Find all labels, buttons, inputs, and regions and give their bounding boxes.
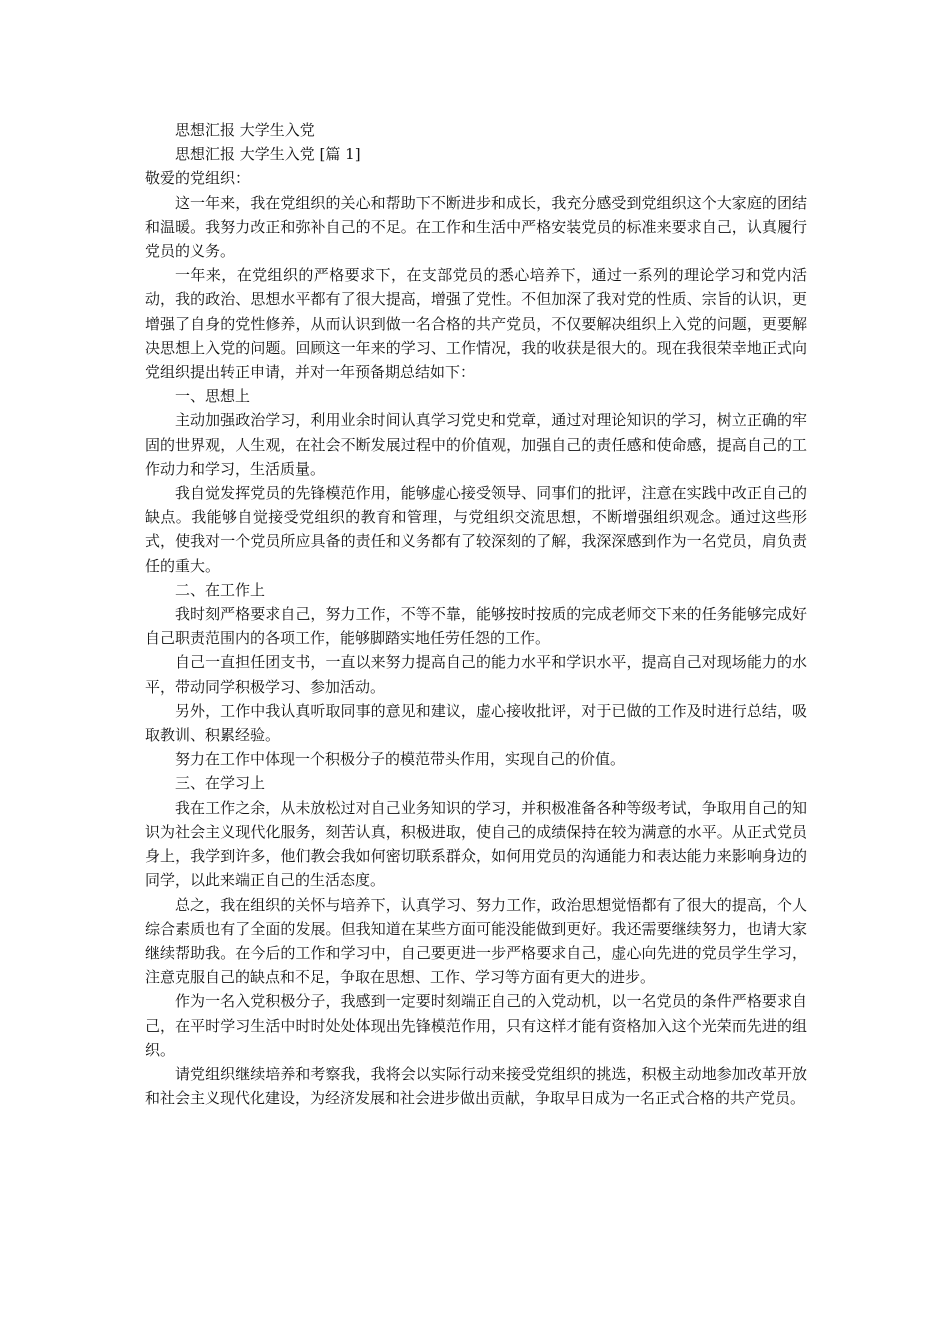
- section-heading-thought: 一、思想上: [175, 387, 251, 406]
- paragraph: 总之，我在组织的关怀与培养下，认真学习、努力工作，政治思想觉悟都有了很大的提高，个人综合素质也有了全面的发展。但我知道在某些方面可能没能做到更好。我还需要继续努力，也请大家继续帮助我。在今后的工作和学习中，自己要更进一步严格要求自己，虚心向先进的党员学生学习，注意克服自己的缺点和不足，争取在思想、工作、学习等方面有更大的进步。: [145, 895, 807, 987]
- paragraph: 我自觉发挥党员的先锋模范作用，能够虚心接受领导、同事们的批评，注意在实践中改正自己的缺点。我能够自觉接受党组织的教育和管理，与党组织交流思想，不断增强组织观念。通过这些形式，使我对一个党员所应具备的责任和义务都有了较深刻的了解，我深深感到作为一名党员，肩负责任的重大。: [145, 484, 807, 575]
- paragraph: 作为一名入党积极分子，我感到一定要时刻端正自己的入党动机，以一名党员的条件严格要求自己，在平时学习生活中时时处处体现出先锋模范作用，只有这样才能有资格加入这个光荣而先进的组织。: [145, 992, 807, 1059]
- paragraph: 请党组织继续培养和考察我，我将会以实际行动来接受党组织的挑选，积极主动地参加改革开放和社会主义现代化建设，为经济发展和社会进步做出贡献，争取早日成为一名正式合格的共产党员。: [145, 1064, 807, 1108]
- greeting: 敬爱的党组织：: [145, 169, 251, 188]
- doc-title: 思想汇报 大学生入党: [175, 121, 315, 139]
- paragraph: 我时刻严格要求自己，努力工作，不等不靠，能够按时按质的完成老师交下来的任务能够完成好自己职责范围内的各项工作，能够脚踏实地任劳任怨的工作。: [145, 605, 807, 648]
- paragraph: 主动加强政治学习，利用业余时间认真学习党史和党章，通过对理论知识的学习，树立正确的牢固的世界观，人生观，在社会不断发展过程中的价值观，加强自己的责任感和使命感，提高自己的工作动力和学习，生活质量。: [145, 411, 807, 478]
- paragraph: 这一年来，我在党组织的关心和帮助下不断进步和成长，我充分感受到党组织这个大家庭的团结和温暖。我努力改正和弥补自己的不足。在工作和生活中严格安装党员的标准来要求自己，认真履行党员的义务。: [145, 193, 807, 261]
- paragraph: 我在工作之余，从未放松过对自己业务知识的学习，并积极准备各种等级考试，争取用自己的知识为社会主义现代化服务，刻苦认真，积极进取，使自己的成绩保持在较为满意的水平。从正式党员身上，我学到许多，他们教会我如何密切联系群众，如何用党员的沟通能力和表达能力来影响身边的同学，以此来端正自己的生活态度。: [145, 798, 807, 890]
- section-heading-work: 二、在工作上: [175, 580, 266, 599]
- doc-subtitle: 思想汇报 大学生入党 [篇 1]: [175, 145, 361, 164]
- paragraph: 另外，工作中我认真听取同事的意见和建议，虚心接收批评，对于已做的工作及时进行总结，吸取教训、积累经验。: [145, 701, 807, 745]
- paragraph: 自己一直担任团支书，一直以来努力提高自己的能力水平和学识水平，提高自己对现场能力的水平，带动同学积极学习、参加活动。: [145, 653, 807, 696]
- document-page: [145, 118, 807, 1110]
- paragraph: 努力在工作中体现一个积极分子的模范带头作用，实现自己的价值。: [175, 750, 626, 769]
- section-heading-study: 三、在学习上: [175, 774, 266, 793]
- paragraph: 一年来，在党组织的严格要求下，在支部党员的悉心培养下，通过一系列的理论学习和党内活动，我的政治、思想水平都有了很大提高，增强了党性。不但加深了我对党的性质、宗旨的认识，更增强了自身的党性修养，从而认识到做一名合格的共产党员，不仅要解决组织上入党的问题，更要解决思想上入党的问题。回顾这一年来的学习、工作情况，我的收获是很大的。现在我很荣幸地正式向党组织提出转正申请，并对一年预备期总结如下：: [145, 266, 807, 382]
